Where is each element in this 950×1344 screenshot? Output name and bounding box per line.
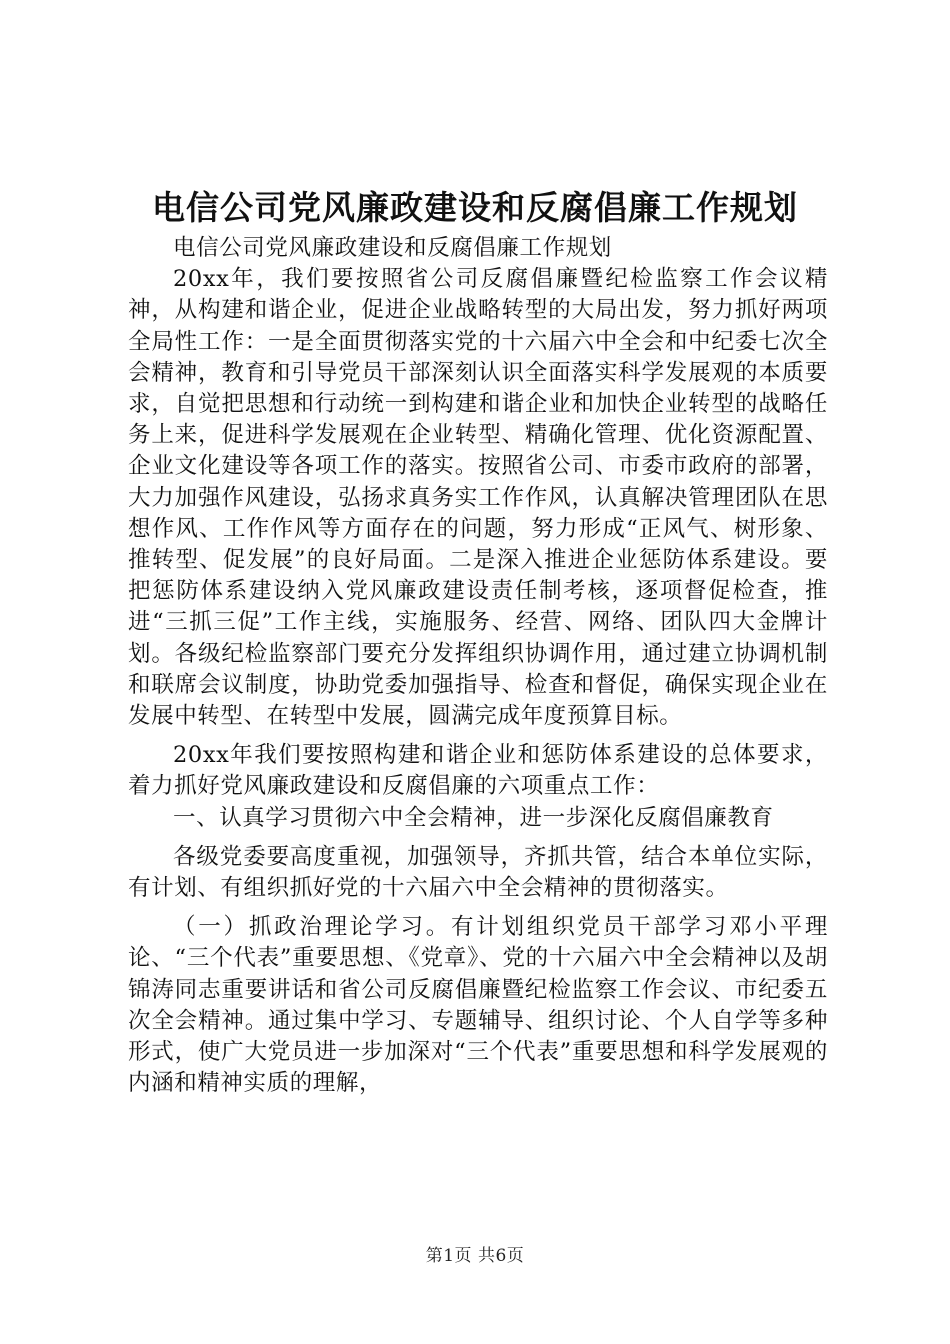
paragraph-overview: 20xx年，我们要按照省公司反腐倡廉暨纪检监察工作会议精神，从构建和谐企业，促进企业战略转型的大局出发，努力抓好两项全局性工作：一是全面贯彻落实党的十六届六中全会和中纪委七次全会精神，教育和引导党员干部深刻认识全面落实科学发展观的本质要求，自觉把思想和行动统一到构建和谐企业和加快企业转型的战略任务上来，促进科学发展观在企业转型、精确化管理、优化资源配置、企业文化建设等各项工作的落实。按照省公司、市委市政府的部署，大力加强作风建设，弘扬求真务实工作作风，认真解决管理团队在思想作风、工作作风等方面存在的问题，努力形成“正风气、树形象、推转型、促发展”的良好局面。二是深入推进企业惩防体系建设。要把惩防体系建设纳入党风廉政建设责任制考核，逐项督促检查，推进“三抓三促”工作主线，实施服务、经营、网络、团队四大金牌计划。各级纪检监察部门要充分发挥组织协调作用，通过建立协调机制和联席会议制度，协助党委加强指导、检查和督促，确保实现企业在发展中转型、在转型中发展，圆满完成年度预算目标。 [128, 266, 828, 730]
section-heading-1: 一、认真学习贯彻六中全会精神，进一步深化反腐倡廉教育 [173, 804, 774, 831]
paragraph-theory-study: （一）抓政治理论学习。有计划组织党员干部学习邓小平理论、“三个代表”重要思想、《党章》、党的十六届六中全会精神以及胡锦涛同志重要讲话和省公司反腐倡廉暨纪检监察工作会议、市纪委五次全会精神。通过集中学习、专题辅导、组织讨论、个人自学等多种形式，使广大党员进一步加深对“三个代表”重要思想和科学发展观的内涵和精神实质的理解， [128, 914, 828, 1097]
page-footer: 第1页 共6页 [425, 1246, 525, 1266]
paragraph-subtitle: 电信公司党风廉政建设和反腐倡廉工作规划 [173, 235, 612, 261]
document-title: 电信公司党风廉政建设和反腐倡廉工作规划 [152, 188, 798, 227]
paragraph-party-committee: 各级党委要高度重视，加强领导，齐抓共管，结合本单位实际，有计划、有组织抓好党的十六届六中全会精神的贯彻落实。 [128, 843, 828, 902]
document-body [128, 233, 828, 1099]
paragraph-key-tasks: 20xx年我们要按照构建和谐企业和惩防体系建设的总体要求，着力抓好党风廉政建设和反腐倡廉的六项重点工作： [128, 742, 828, 800]
